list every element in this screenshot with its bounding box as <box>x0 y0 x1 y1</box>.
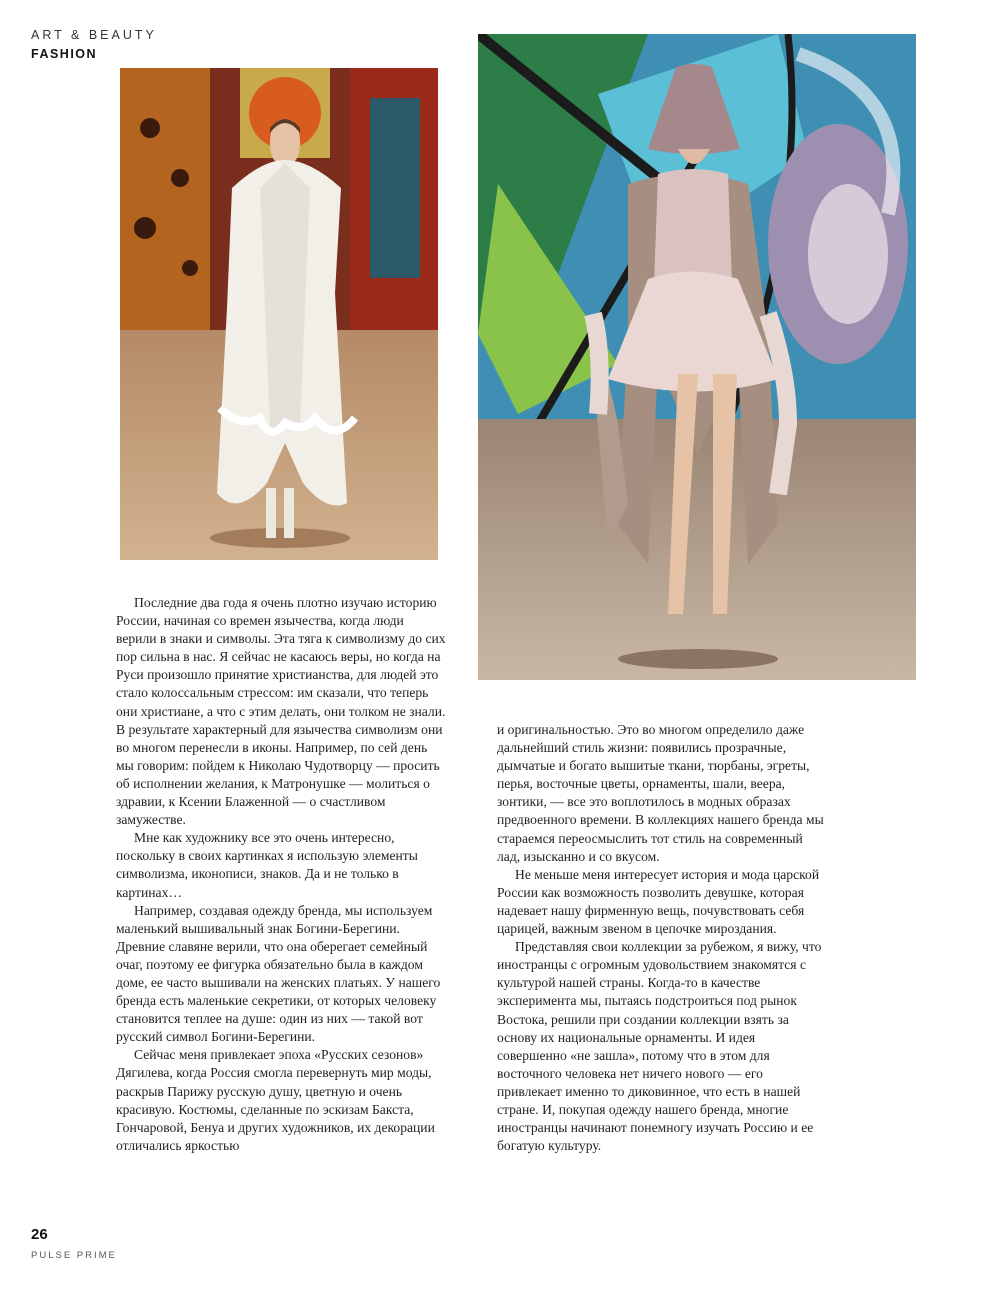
article-paragraph: Мне как художнику все это очень интересно, поскольку в своих картинках я использую элементы символизма, иконописи, знаков. Да и не только в картинах… <box>116 830 418 900</box>
magazine-name: PULSE PRIME <box>31 1250 117 1261</box>
section-title: FASHION <box>31 47 98 61</box>
article-column-left <box>116 594 446 1155</box>
article-column-right <box>497 721 827 1155</box>
runway-photo-white-coat-icon <box>120 68 438 560</box>
article-paragraph: и оригинальностью. Это во многом определило даже дальнейший стиль жизни: появились прозрачные, дымчатые и богато вышитые ткани, тюрбаны, эгреты, перья, восточные цветы, орнаменты, шали, веера, зонтики, — все это воплотилось в модных образах предвоенного времени. В коллекциях нашего бренда мы стараемся переосмыслить тот стиль на современный лад, изысканно и со вкусом. <box>497 722 824 864</box>
article-paragraph: Сейчас меня привлекает эпоха «Русских сезонов» Дягилева, когда Россия смогла перевернуть мир моды, раскрыв Парижу русскую душу, цветную и очень красивую. Костюмы, сделанные по эскизам Бакста, Гончаровой, Бенуа и других художников, их декорации отличались яркостью <box>116 1047 435 1153</box>
article-paragraph: Последние два года я очень плотно изучаю историю России, начиная со времен язычества, когда люди верили в знаки и символы. Эта тяга к символизму до сих пор сильна в нас. Я сейчас не касаюсь веры, но когда на Руси произошло принятие христианства, для людей это стало колоссальным стрессом: им сказали, что теперь они христиане, а что с этим делать, они толком не знали. В результате характерный для язычества символизм они во многом перенесли в иконы. Например, по сей день мы говорим: пойдем к Николаю Чудотворцу — просить об исполнении желания, к Матронушке — молиться о здравии, к Ксении Блаженной — о счастливом замужестве. <box>116 595 446 828</box>
runway-photo-hat-model-icon <box>478 34 916 680</box>
article-paragraph: Представляя свои коллекции за рубежом, я вижу, что иностранцы с огромным удовольствием знакомятся с культурой нашей страны. Когда-то в качестве эксперимента мы, пытаясь подстроиться под рынок Востока, решили при создании коллекции взять за основу их национальные орнаменты. И идея совершенно «не зашла», потому что в этом для восточного человека нет ничего нового — его привлекает именно то диковинное, что есть в нашей стране. И, покупая одежду нашего бренда, многие иностранцы начинают понемногу изучать Россию и ее богатую культуру. <box>497 939 822 1154</box>
runway-scene-right <box>478 34 916 680</box>
page-number: 26 <box>31 1226 48 1243</box>
article-paragraph: Не меньше меня интересует история и мода царской России как возможность позволить девушке, которая надевает нашу фирменную вещь, почувствовать себя царицей, важным звеном в цепочке мироздания. <box>497 866 820 937</box>
section-kicker: ART & BEAUTY <box>31 28 157 42</box>
article-paragraph: Например, создавая одежду бренда, мы используем маленький вышивальный знак Богини-Берегини. Древние славяне верили, что она оберегает семейный очаг, поэтому ее фигурка обязательно была в каждом доме, ее часто вышивали на женских платьях. У нашего бренда есть маленькие секретики, от которых человеку становится теплее на душе: один из них — такой вот русский символ Богини-Берегини. <box>116 902 441 1045</box>
runway-scene-left <box>120 68 438 560</box>
